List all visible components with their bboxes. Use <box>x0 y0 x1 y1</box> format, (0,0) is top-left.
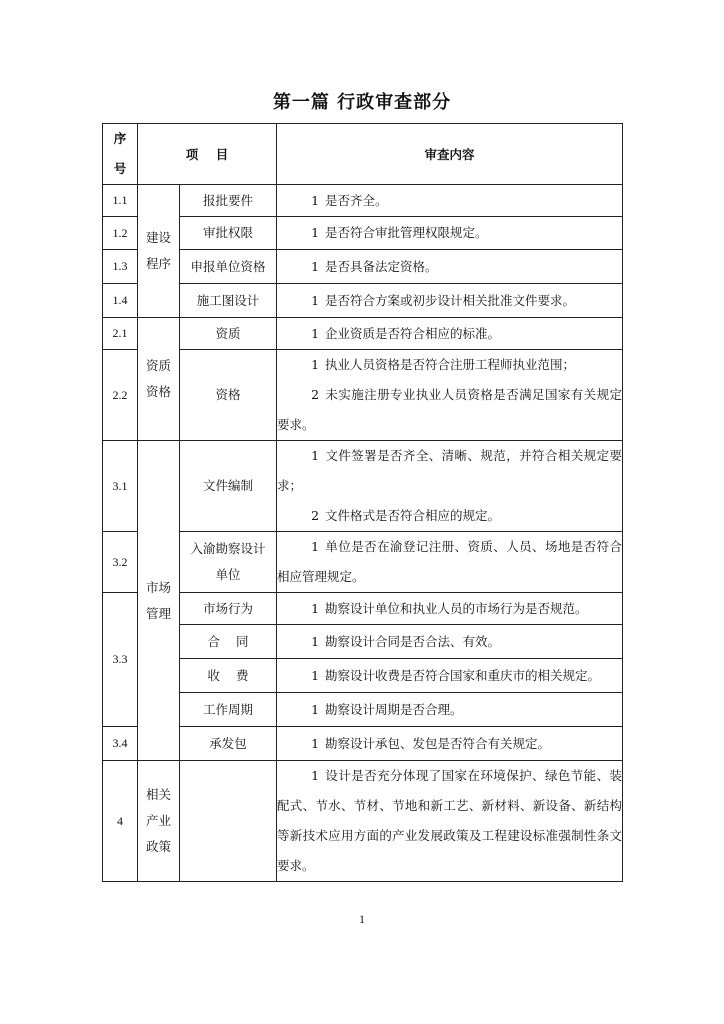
row-item: 审批权限 <box>180 217 277 250</box>
item-text: 勘察设计收费是否符合国家和重庆市的相关规定。 <box>325 667 601 683</box>
item-index: 1 <box>311 539 320 554</box>
row-item: 承发包 <box>180 727 277 761</box>
table-row <box>103 318 623 350</box>
table-row <box>103 185 623 217</box>
table-header-row <box>103 124 623 185</box>
item-text: 勘察设计承包、发包是否符合有关规定。 <box>325 735 551 751</box>
item-index: 1 <box>311 667 320 683</box>
row-content <box>277 761 623 882</box>
row-content <box>277 659 623 693</box>
item-index: 1 <box>311 633 320 649</box>
row-no: 2.1 <box>103 318 138 350</box>
page-number: 1 <box>359 912 365 926</box>
table-row <box>103 761 623 882</box>
header-item: 项 目 <box>138 124 277 185</box>
table-row <box>103 693 623 727</box>
row-no: 3.4 <box>103 727 138 761</box>
row-item: 施工图设计 <box>180 284 277 318</box>
row-content <box>277 441 623 532</box>
row-no: 1.3 <box>103 250 138 284</box>
item-index: 1 <box>311 768 320 783</box>
row-item: 文件编制 <box>180 441 277 532</box>
row-item: 申报单位资格 <box>180 250 277 284</box>
item-index: 2 <box>311 508 320 523</box>
table-row <box>103 441 623 532</box>
row-item: 收 费 <box>180 659 277 693</box>
item-index: 1 <box>311 357 320 372</box>
row-content <box>277 284 623 318</box>
row-no: 1.2 <box>103 217 138 250</box>
category-qualification <box>138 318 180 441</box>
item-text: 执业人员资格是否符合注册工程师执业范围； <box>325 357 576 372</box>
table-row <box>103 350 623 441</box>
category-line: 建设 <box>145 230 171 245</box>
item-index: 1 <box>311 600 320 616</box>
row-item: 资质 <box>180 318 277 350</box>
row-content <box>277 593 623 625</box>
header-content: 审查内容 <box>277 124 623 185</box>
item-text: 文件格式是否符合相应的规定。 <box>325 508 501 523</box>
item-text: 勘察设计合同是否合法、有效。 <box>325 633 501 649</box>
item-text: 是否齐全。 <box>325 192 388 208</box>
row-item: 工作周期 <box>180 693 277 727</box>
item-text: 勘察设计周期是否合理。 <box>325 701 463 717</box>
page-title: 第一篇 行政审查部分 <box>272 92 452 113</box>
table-row <box>103 217 623 250</box>
row-item <box>180 532 277 593</box>
item-text: 是否符合审批管理权限规定。 <box>325 225 488 240</box>
row-content <box>277 250 623 284</box>
item-text: 未实施注册专业执业人员资格是否满足国家有关规定要求。 <box>277 387 623 432</box>
header-no <box>103 124 138 185</box>
item-index: 1 <box>311 325 320 341</box>
row-content <box>277 318 623 350</box>
item-text: 文件签署是否齐全、清晰、规范，并符合相关规定要求； <box>277 448 623 493</box>
item-index: 1 <box>311 701 320 717</box>
row-item-line: 单位 <box>215 567 241 582</box>
row-item: 合 同 <box>180 625 277 659</box>
item-text: 设计是否充分体现了国家在环境保护、绿色节能、装配式、节水、节材、节地和新工艺、新材料、新设备、新结构等新技术应用方面的产业发展政策及工程建设标准强制性条文要求。 <box>277 768 623 873</box>
category-line: 程序 <box>145 256 171 271</box>
row-item-line: 入渝勘察设计 <box>190 541 266 556</box>
row-no: 1.4 <box>103 284 138 318</box>
row-content <box>277 185 623 217</box>
category-line: 管理 <box>145 605 171 621</box>
table-row <box>103 659 623 693</box>
category-line: 政策 <box>145 839 171 854</box>
table-row <box>103 593 623 625</box>
row-content <box>277 693 623 727</box>
table-row <box>103 532 623 593</box>
category-line: 相关 <box>145 787 171 802</box>
row-content <box>277 532 623 593</box>
row-content <box>277 217 623 250</box>
item-index: 2 <box>311 387 320 402</box>
row-content <box>277 625 623 659</box>
item-index: 1 <box>311 225 320 240</box>
item-index: 1 <box>311 448 320 463</box>
category-line: 资格 <box>145 384 171 399</box>
item-index: 1 <box>311 292 320 308</box>
category-line: 资质 <box>145 358 171 373</box>
row-content <box>277 727 623 761</box>
table-row <box>103 284 623 318</box>
row-item: 市场行为 <box>180 593 277 625</box>
item-text: 是否具备法定资格。 <box>325 258 438 274</box>
item-text: 勘察设计单位和执业人员的市场行为是否规范。 <box>325 600 588 616</box>
item-text: 企业资质是否符合相应的标准。 <box>325 325 501 341</box>
item-index: 1 <box>311 192 320 208</box>
row-item <box>180 761 277 882</box>
row-content <box>277 350 623 441</box>
row-no: 2.2 <box>103 350 138 441</box>
category-market-management <box>138 441 180 761</box>
header-no-top: 序 <box>113 131 127 146</box>
row-no: 1.1 <box>103 185 138 217</box>
category-line: 产业 <box>145 813 171 828</box>
item-index: 1 <box>311 735 320 751</box>
table-row <box>103 727 623 761</box>
category-construction-procedure <box>138 185 180 318</box>
row-item: 资格 <box>180 350 277 441</box>
item-text: 单位是否在渝登记注册、资质、人员、场地是否符合相应管理规定。 <box>277 539 623 584</box>
row-no: 4 <box>103 761 138 882</box>
row-item: 报批要件 <box>180 185 277 217</box>
row-no: 3.3 <box>103 593 138 727</box>
item-text: 是否符合方案或初步设计相关批准文件要求。 <box>325 292 576 308</box>
table-row <box>103 250 623 284</box>
header-no-bottom: 号 <box>113 161 127 176</box>
row-no: 3.1 <box>103 441 138 532</box>
item-index: 1 <box>311 258 320 274</box>
category-line: 市场 <box>145 579 171 595</box>
category-industry-policy <box>138 761 180 882</box>
review-table <box>102 123 623 882</box>
table-row <box>103 625 623 659</box>
row-no: 3.2 <box>103 532 138 593</box>
